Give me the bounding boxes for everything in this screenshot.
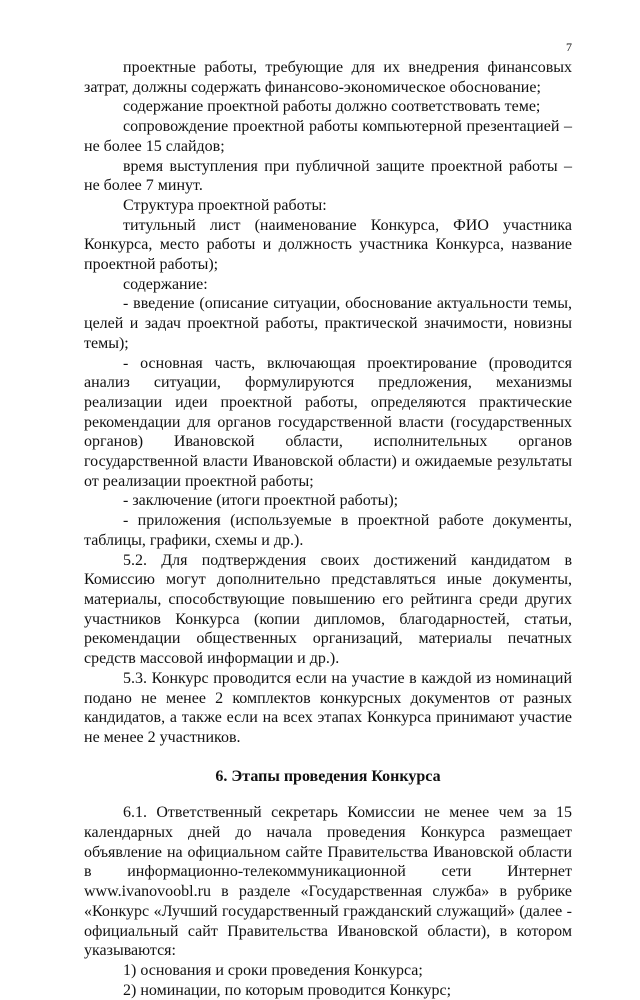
paragraph-financial-justification: проектные работы, требующие для их внедрения финансовых затрат, должны содержать финансово-экономическое обоснование;: [84, 59, 572, 96]
paragraph-contents: содержание:: [123, 275, 208, 293]
document-body: [84, 58, 572, 1000]
paragraph-title-page: титульный лист (наименование Конкурса, ФИО участника Конкурса, место работы и должность участника Конкурса, название проектной работы);: [84, 216, 572, 274]
paragraph-content-matches-topic: содержание проектной работы должно соответствовать теме;: [123, 98, 541, 116]
paragraph-speech-time: время выступления при публичной защите проектной работы – не более 7 минут.: [84, 157, 572, 195]
list-item-introduction: - введение (описание ситуации, обоснование актуальности темы, целей и задач проектной работы, практической значимости, новизны темы);: [84, 295, 572, 352]
list-item-nominations: 2) номинации, по которым проводится Конкурс;: [123, 981, 452, 999]
page-number: 7: [566, 40, 572, 54]
paragraph-6-1: 6.1. Ответственный секретарь Комиссии не менее чем за 15 календарных дней до начала проведения Конкурса размещает объявление на официальном сайте Правительства Ивановской области в информационно-телекоммуникационной сети Интернет www.ivanovoobl.ru в разделе «Государственная служба» в рубрике «Конкурс «Лучший государственный гражданский служащий» (далее - официальный сайт Правительства Ивановской области), в котором указываются:: [84, 804, 572, 960]
paragraph-5-3: 5.3. Конкурс проводится если на участие в каждой из номинаций подано не менее 2 комплектов конкурсных документов от разных кандидатов, а также если на всех этапах Конкурса принимают участие не менее 2 участников.: [84, 669, 572, 746]
paragraph-structure-heading: Структура проектной работы:: [123, 196, 327, 214]
list-item-grounds-and-dates: 1) основания и сроки проведения Конкурса;: [123, 961, 423, 979]
list-item-main-part: - основная часть, включающая проектирование (проводится анализ ситуации, формулируются предложения, механизмы реализации идеи проектной работы, определяются практические рекомендации для органов государственной власти (государственных органов) Ивановской области, исполнительных органов государственной власти Ивановской области) и ожидаемые результаты от реализации проектной работы;: [84, 354, 572, 490]
paragraph-5-2: 5.2. Для подтверждения своих достижений кандидатом в Комиссию могут дополнительно представляться иные документы, материалы, способствующие повышению его рейтинга среди других участников Конкурса (копии дипломов, благодарностей, статьи, рекомендации общественных организаций, материалы печатных средств массовой информации и др.).: [84, 551, 572, 668]
list-item-conclusion: - заключение (итоги проектной работы);: [123, 492, 399, 510]
paragraph-presentation-slides: сопровождение проектной работы компьютерной презентацией – не более 15 слайдов;: [84, 118, 572, 155]
section-title: 6. Этапы проведения Конкурса: [215, 767, 441, 785]
list-item-appendices: - приложения (используемые в проектной работе документы, таблицы, графики, схемы и др.).: [84, 512, 572, 549]
